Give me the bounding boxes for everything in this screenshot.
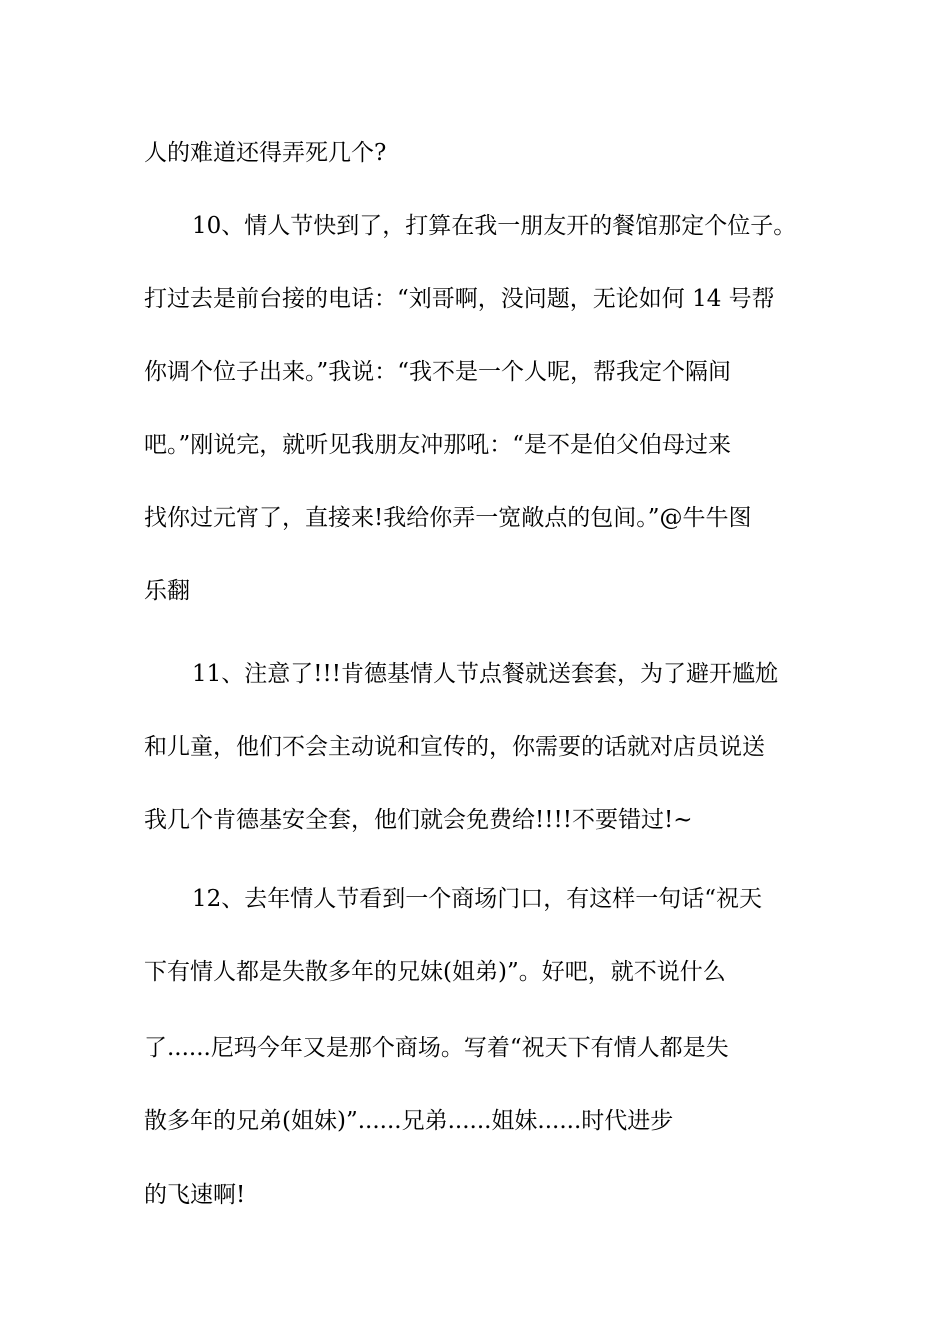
text-line-item-12-start: 12、去年情人节看到一个商场门口，有这样一句话“祝天: [192, 886, 763, 912]
text-line: 吧。”刚说完，就听见我朋友冲那吼：“是不是伯父伯母过来: [144, 432, 732, 458]
text-line: 了......尼玛今年又是那个商场。写着“祝天下有情人都是失: [144, 1035, 729, 1061]
text-line: 找你过元宵了，直接来!我给你弄一宽敞点的包间。”@牛牛图: [144, 505, 752, 531]
text-line: 下有情人都是失散多年的兄妹(姐弟)”。好吧，就不说什么: [144, 959, 726, 985]
text-line: 和儿童，他们不会主动说和宣传的，你需要的话就对店员说送: [144, 734, 765, 760]
text-line: 你调个位子出来。”我说：“我不是一个人呢，帮我定个隔间: [144, 359, 732, 385]
text-line: 打过去是前台接的电话：“刘哥啊，没问题，无论如何 14 号帮: [144, 286, 775, 312]
text-line: 乐翻: [144, 578, 190, 604]
text-line: 散多年的兄弟(姐妹)”......兄弟......姐妹......时代进步: [144, 1108, 674, 1134]
text-line-item-10-start: 10、情人节快到了，打算在我一朋友开的餐馆那定个位子。: [192, 213, 797, 239]
text-line: 的飞速啊!: [144, 1182, 246, 1208]
text-line-continuation: 人的难道还得弄死几个?: [144, 140, 387, 166]
text-line: 我几个肯德基安全套，他们就会免费给!!!!不要错过!~: [144, 807, 693, 833]
text-line-item-11-start: 11、注意了!!!肯德基情人节点餐就送套套，为了避开尴尬: [192, 661, 778, 687]
